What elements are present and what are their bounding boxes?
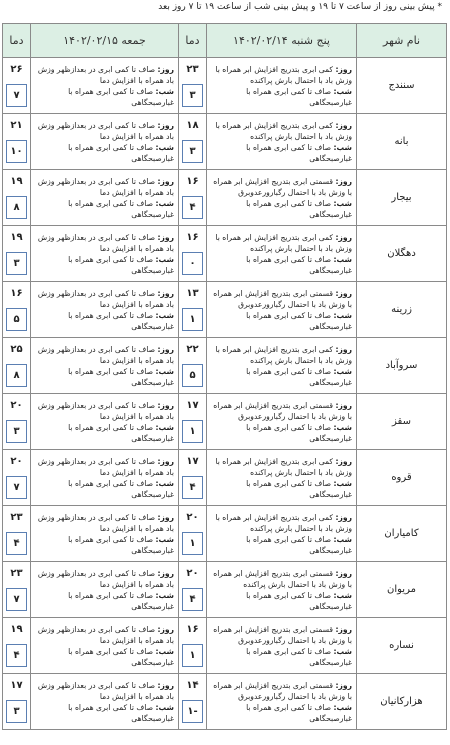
day-label: روز:: [335, 120, 352, 130]
temp-day2: [3, 450, 31, 506]
max-temp: ۱۹: [10, 624, 23, 635]
day1-day-text: کمی ابری بتدریج افزایش ابر همراه با وزش باد با احتمال بارش پراکنده: [215, 344, 352, 365]
min-temp: ۳: [6, 252, 27, 275]
day2-day-text: صاف تا کمی ابری در بعدازظهر وزش باد همراه با افزایش دما: [37, 624, 174, 645]
day2-day-text: صاف تا کمی ابری در بعدازظهر وزش باد همراه با افزایش دما: [37, 680, 174, 701]
forecast-day1: [207, 674, 357, 730]
day-label: روز:: [335, 176, 352, 186]
max-temp: ۱۶: [10, 288, 23, 299]
temp-day1: [179, 618, 207, 674]
day-label: روز:: [157, 344, 174, 354]
forecast-day2: [31, 170, 179, 226]
min-temp: ۴: [182, 196, 203, 219]
day1-night-text: صاف تا کمی ابری همراه با غبارصبحگاهی: [246, 366, 352, 387]
day2-day-text: صاف تا کمی ابری در بعدازظهر وزش باد همراه با افزایش دما: [37, 456, 174, 477]
temp-day2: [3, 506, 31, 562]
day-label: روز:: [157, 568, 174, 578]
temp-day1: [179, 58, 207, 114]
night-label: شب:: [155, 198, 174, 208]
temp-day1: [179, 226, 207, 282]
day1-day-text: قسمتی ابری بتدریج افزایش ابر همراه با وزش باد با احتمال رگبارورعدوبرق: [213, 680, 352, 701]
header-city: نام شهر: [357, 24, 447, 58]
day-label: روز:: [157, 64, 174, 74]
temp-day2: [3, 338, 31, 394]
day1-day-text: قسمتی ابری بتدریج افزایش ابر همراه با وزش باد با احتمال رگبارورعدوبرق: [213, 176, 352, 197]
night-label: شب:: [333, 86, 352, 96]
day2-night-text: صاف تا کمی ابری همراه با غبارصبحگاهی: [68, 646, 174, 667]
temp-day1: [179, 114, 207, 170]
night-label: شب:: [155, 254, 174, 264]
forecast-day1: [207, 618, 357, 674]
day1-day-text: قسمتی ابری بتدریج افزایش ابر همراه با وزش باد با احتمال بارش پراکنده: [213, 568, 352, 589]
day1-night-text: صاف تا کمی ابری همراه با غبارصبحگاهی: [246, 646, 352, 667]
forecast-day2: [31, 282, 179, 338]
day-label: روز:: [157, 512, 174, 522]
max-temp: ۲۱: [10, 120, 23, 131]
day2-night-text: صاف تا کمی ابری همراه با غبارصبحگاهی: [68, 198, 174, 219]
day2-day-text: صاف تا کمی ابری در بعدازظهر وزش باد همراه با افزایش دما: [37, 176, 174, 197]
day-label: روز:: [335, 288, 352, 298]
max-temp: ۲۵: [10, 344, 23, 355]
temp-day2: [3, 618, 31, 674]
night-label: شب:: [333, 254, 352, 264]
min-temp: ۱۰: [6, 140, 27, 163]
day-label: روز:: [335, 456, 352, 466]
day-label: روز:: [157, 400, 174, 410]
day1-day-text: کمی ابری بتدریج افزایش ابر همراه با وزش باد با احتمال بارش پراکنده: [215, 120, 352, 141]
day-label: روز:: [157, 232, 174, 242]
header-temp2: دما: [3, 24, 31, 58]
day-label: روز:: [335, 512, 352, 522]
temp-day1: [179, 282, 207, 338]
day1-night-text: صاف تا کمی ابری همراه با غبارصبحگاهی: [246, 310, 352, 331]
min-temp: ۷: [6, 588, 27, 611]
table-row: [3, 114, 447, 170]
temp-day1: [179, 674, 207, 730]
max-temp: ۱۶: [186, 624, 199, 635]
day2-night-text: صاف تا کمی ابری همراه با غبارصبحگاهی: [68, 422, 174, 443]
min-temp: -۱: [182, 700, 203, 723]
max-temp: ۱۷: [10, 680, 23, 691]
day-label: روز:: [157, 120, 174, 130]
table-row: [3, 618, 447, 674]
forecast-day2: [31, 450, 179, 506]
max-temp: ۲۲: [186, 344, 199, 355]
day1-day-text: کمی ابری بتدریج افزایش ابر همراه با وزش باد با احتمال بارش پراکنده: [215, 64, 352, 85]
day1-day-text: قسمتی ابری بتدریج افزایش ابر همراه با وزش باد با احتمال رگبارورعدوبرق: [213, 288, 352, 309]
day1-night-text: صاف تا کمی ابری همراه با غبارصبحگاهی: [246, 534, 352, 555]
day2-night-text: صاف تا کمی ابری همراه با غبارصبحگاهی: [68, 366, 174, 387]
forecast-day2: [31, 58, 179, 114]
city-name: سروآباد: [357, 338, 447, 394]
max-temp: ۲۳: [186, 64, 199, 75]
table-row: [3, 506, 447, 562]
day2-night-text: صاف تا کمی ابری همراه با غبارصبحگاهی: [68, 142, 174, 163]
max-temp: ۱۶: [186, 176, 199, 187]
day-label: روز:: [335, 568, 352, 578]
forecast-day1: [207, 170, 357, 226]
day-label: روز:: [335, 64, 352, 74]
day1-day-text: قسمتی ابری بتدریج افزایش ابر همراه با وزش باد با احتمال رگبارورعدوبرق: [213, 400, 352, 421]
city-name: بانه: [357, 114, 447, 170]
forecast-day1: [207, 114, 357, 170]
min-temp: ۰: [182, 252, 203, 275]
forecast-day1: [207, 226, 357, 282]
max-temp: ۱۶: [186, 232, 199, 243]
max-temp: ۲۳: [10, 512, 23, 523]
table-row: [3, 562, 447, 618]
forecast-day1: [207, 562, 357, 618]
day2-night-text: صاف تا کمی ابری همراه با غبارصبحگاهی: [68, 254, 174, 275]
night-label: شب:: [155, 534, 174, 544]
day-label: روز:: [157, 624, 174, 634]
forecast-day2: [31, 114, 179, 170]
day2-night-text: صاف تا کمی ابری همراه با غبارصبحگاهی: [68, 590, 174, 611]
forecast-day1: [207, 450, 357, 506]
day-label: روز:: [157, 680, 174, 690]
header-day1: پنج شنبه ۱۴۰۲/۰۲/۱۴: [207, 24, 357, 58]
forecast-day2: [31, 618, 179, 674]
temp-day1: [179, 450, 207, 506]
night-label: شب:: [155, 310, 174, 320]
max-temp: ۱۹: [10, 176, 23, 187]
night-label: شب:: [155, 702, 174, 712]
table-row: [3, 58, 447, 114]
night-label: شب:: [333, 142, 352, 152]
max-temp: ۲۰: [10, 400, 23, 411]
table-row: [3, 450, 447, 506]
temp-day2: [3, 562, 31, 618]
table-row: [3, 170, 447, 226]
max-temp: ۱۷: [186, 456, 199, 467]
temp-day2: [3, 282, 31, 338]
temp-day1: [179, 170, 207, 226]
forecast-day2: [31, 394, 179, 450]
max-temp: ۱۳: [186, 288, 199, 299]
day-label: روز:: [335, 344, 352, 354]
temp-day1: [179, 394, 207, 450]
day1-day-text: قسمتی ابری بتدریج افزایش ابر همراه با وزش باد با احتمال رگبارورعدوبرق: [213, 624, 352, 645]
forecast-day2: [31, 562, 179, 618]
night-label: شب:: [155, 478, 174, 488]
min-temp: ۱: [182, 532, 203, 555]
min-temp: ۷: [6, 84, 27, 107]
day1-night-text: صاف تا کمی ابری همراه با غبارصبحگاهی: [246, 86, 352, 107]
day2-day-text: صاف تا کمی ابری در بعدازظهر وزش باد همراه با افزایش دما: [37, 288, 174, 309]
night-label: شب:: [333, 534, 352, 544]
forecast-day1: [207, 506, 357, 562]
max-temp: ۲۰: [186, 512, 199, 523]
city-name: دهگلان: [357, 226, 447, 282]
temp-day1: [179, 562, 207, 618]
min-temp: ۳: [182, 140, 203, 163]
day-label: روز:: [157, 456, 174, 466]
max-temp: ۲۳: [10, 568, 23, 579]
max-temp: ۱۷: [186, 400, 199, 411]
forecast-day1: [207, 338, 357, 394]
max-temp: ۲۶: [10, 64, 23, 75]
min-temp: ۱: [182, 420, 203, 443]
min-temp: ۴: [182, 476, 203, 499]
city-name: نساره: [357, 618, 447, 674]
city-name: کامیاران: [357, 506, 447, 562]
min-temp: ۷: [6, 476, 27, 499]
temp-day2: [3, 170, 31, 226]
night-label: شب:: [155, 366, 174, 376]
city-name: سقز: [357, 394, 447, 450]
max-temp: ۱۸: [186, 120, 199, 131]
day2-day-text: صاف تا کمی ابری در بعدازظهر وزش باد همراه با افزایش دما: [37, 344, 174, 365]
day-label: روز:: [335, 400, 352, 410]
day2-night-text: صاف تا کمی ابری همراه با غبارصبحگاهی: [68, 534, 174, 555]
day1-day-text: کمی ابری بتدریج افزایش ابر همراه با وزش باد با احتمال بارش پراکنده: [215, 512, 352, 533]
day2-day-text: صاف تا کمی ابری در بعدازظهر وزش باد همراه با افزایش دما: [37, 232, 174, 253]
forecast-table: [2, 23, 447, 730]
day1-night-text: صاف تا کمی ابری همراه با غبارصبحگاهی: [246, 254, 352, 275]
day1-day-text: کمی ابری بتدریج افزایش ابر همراه با وزش باد با احتمال بارش پراکنده: [215, 456, 352, 477]
min-temp: ۳: [6, 700, 27, 723]
table-row: [3, 394, 447, 450]
temp-day1: [179, 506, 207, 562]
day1-night-text: صاف تا کمی ابری همراه با غبارصبحگاهی: [246, 590, 352, 611]
temp-day1: [179, 338, 207, 394]
forecast-day2: [31, 674, 179, 730]
day1-night-text: صاف تا کمی ابری همراه با غبارصبحگاهی: [246, 198, 352, 219]
day-label: روز:: [335, 232, 352, 242]
day2-night-text: صاف تا کمی ابری همراه با غبارصبحگاهی: [68, 702, 174, 723]
min-temp: ۴: [182, 588, 203, 611]
night-label: شب:: [333, 702, 352, 712]
night-label: شب:: [333, 646, 352, 656]
table-row: [3, 338, 447, 394]
day1-night-text: صاف تا کمی ابری همراه با غبارصبحگاهی: [246, 422, 352, 443]
night-label: شب:: [333, 198, 352, 208]
night-label: شب:: [333, 422, 352, 432]
min-temp: ۵: [6, 308, 27, 331]
min-temp: ۴: [6, 532, 27, 555]
forecast-day2: [31, 338, 179, 394]
min-temp: ۱: [182, 644, 203, 667]
city-name: هزارکانیان: [357, 674, 447, 730]
table-row: [3, 674, 447, 730]
night-label: شب:: [333, 366, 352, 376]
day1-night-text: صاف تا کمی ابری همراه با غبارصبحگاهی: [246, 478, 352, 499]
day2-day-text: صاف تا کمی ابری در بعدازظهر وزش باد همراه با افزایش دما: [37, 120, 174, 141]
min-temp: ۳: [182, 84, 203, 107]
min-temp: ۸: [6, 196, 27, 219]
forecast-note: * پیش بینی روز از ساعت ۷ تا ۱۹ و پیش بینی شب از ساعت ۱۹ تا ۷ روز بعد: [158, 2, 442, 12]
day2-day-text: صاف تا کمی ابری در بعدازظهر وزش باد همراه با افزایش دما: [37, 400, 174, 421]
night-label: شب:: [155, 590, 174, 600]
min-temp: ۱: [182, 308, 203, 331]
day1-night-text: صاف تا کمی ابری همراه با غبارصبحگاهی: [246, 142, 352, 163]
table-header-row: [3, 24, 447, 58]
day2-day-text: صاف تا کمی ابری در بعدازظهر وزش باد همراه با افزایش دما: [37, 64, 174, 85]
table-row: [3, 282, 447, 338]
temp-day2: [3, 226, 31, 282]
day-label: روز:: [157, 176, 174, 186]
temp-day2: [3, 114, 31, 170]
max-temp: ۲۰: [186, 568, 199, 579]
day2-night-text: صاف تا کمی ابری همراه با غبارصبحگاهی: [68, 86, 174, 107]
night-label: شب:: [155, 646, 174, 656]
night-label: شب:: [333, 478, 352, 488]
city-name: زرینه: [357, 282, 447, 338]
temp-day2: [3, 58, 31, 114]
min-temp: ۸: [6, 364, 27, 387]
day1-night-text: صاف تا کمی ابری همراه با غبارصبحگاهی: [246, 702, 352, 723]
night-label: شب:: [333, 590, 352, 600]
temp-day2: [3, 394, 31, 450]
table-row: [3, 226, 447, 282]
forecast-day1: [207, 58, 357, 114]
city-name: مریوان: [357, 562, 447, 618]
temp-day2: [3, 674, 31, 730]
day-label: روز:: [157, 288, 174, 298]
night-label: شب:: [155, 422, 174, 432]
min-temp: ۴: [6, 644, 27, 667]
min-temp: ۵: [182, 364, 203, 387]
min-temp: ۳: [6, 420, 27, 443]
forecast-day2: [31, 506, 179, 562]
day2-night-text: صاف تا کمی ابری همراه با غبارصبحگاهی: [68, 478, 174, 499]
day-label: روز:: [335, 624, 352, 634]
night-label: شب:: [333, 310, 352, 320]
max-temp: ۱۹: [10, 232, 23, 243]
night-label: شب:: [155, 142, 174, 152]
header-day2: جمعه ۱۴۰۲/۰۲/۱۵: [31, 24, 179, 58]
city-name: قروه: [357, 450, 447, 506]
max-temp: ۱۴: [186, 680, 199, 691]
header-temp1: دما: [179, 24, 207, 58]
night-label: شب:: [155, 86, 174, 96]
forecast-day1: [207, 394, 357, 450]
forecast-day2: [31, 226, 179, 282]
city-name: بیجار: [357, 170, 447, 226]
day-label: روز:: [335, 680, 352, 690]
city-name: سنندج: [357, 58, 447, 114]
day2-night-text: صاف تا کمی ابری همراه با غبارصبحگاهی: [68, 310, 174, 331]
forecast-day1: [207, 282, 357, 338]
day2-day-text: صاف تا کمی ابری در بعدازظهر وزش باد همراه با افزایش دما: [37, 568, 174, 589]
day1-day-text: کمی ابری بتدریج افزایش ابر همراه با وزش باد با احتمال بارش پراکنده: [215, 232, 352, 253]
max-temp: ۲۰: [10, 456, 23, 467]
day2-day-text: صاف تا کمی ابری در بعدازظهر وزش باد همراه با افزایش دما: [37, 512, 174, 533]
